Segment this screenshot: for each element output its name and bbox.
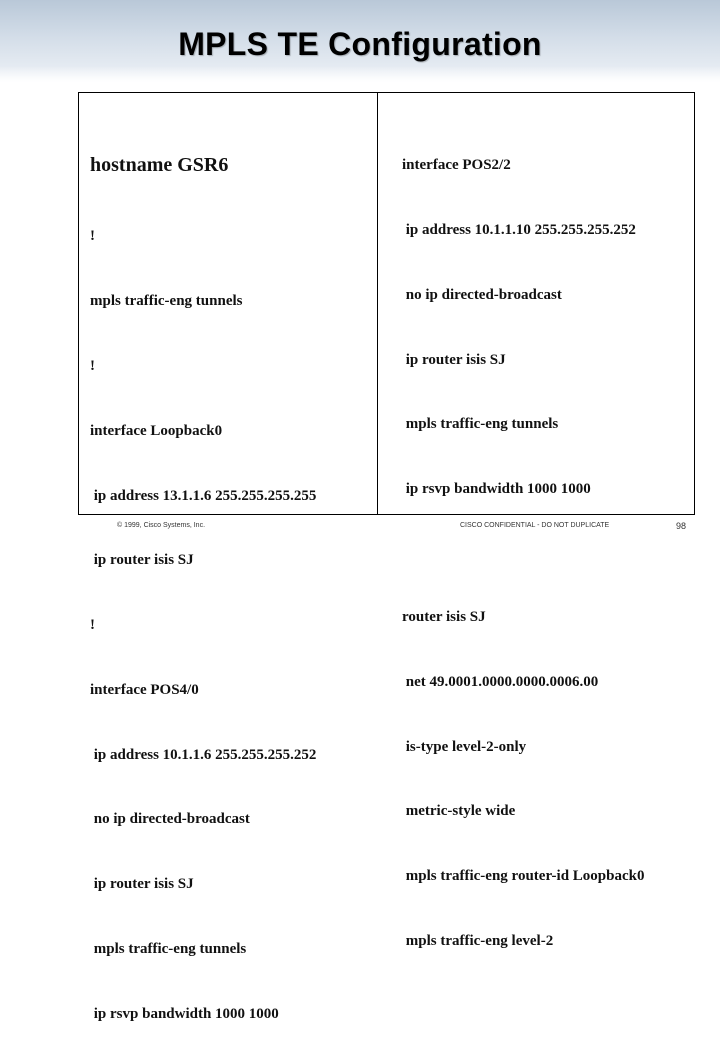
config-line: ip address 10.1.1.10 255.255.255.252 [402, 221, 636, 238]
config-line: metric-style wide [402, 803, 516, 820]
config-line: mpls traffic-eng router-id Loopback0 [402, 868, 645, 885]
config-line: interface POS4/0 [90, 681, 199, 698]
config-line: ! [90, 617, 95, 634]
config-line: router isis SJ [402, 609, 486, 626]
config-line: mpls traffic-eng level-2 [402, 932, 554, 949]
config-line: is-type level-2-only [402, 738, 527, 755]
left-heading: hostname GSR6 [90, 154, 229, 177]
config-line: ip rsvp bandwidth 1000 1000 [402, 481, 591, 498]
config-line: interface POS2/2 [402, 157, 511, 174]
config-line: net 49.0001.0000.0000.0006.00 [402, 673, 599, 690]
footer-confidential: CISCO CONFIDENTIAL - DO NOT DUPLICATE [460, 522, 610, 529]
config-line: ! [90, 228, 95, 245]
page-number: 98 [676, 521, 687, 531]
config-line: mpls traffic-eng tunnels [90, 293, 243, 310]
config-line: interface Loopback0 [90, 422, 223, 439]
right-config-column [402, 112, 644, 974]
config-line: ! [90, 357, 95, 374]
block-spacer [402, 544, 644, 564]
config-line: no ip directed-broadcast [402, 286, 562, 303]
footer-copyright: © 1999, Cisco Systems, Inc. [117, 522, 206, 529]
config-line: ip address 10.1.1.6 255.255.255.252 [90, 746, 317, 763]
config-line: mpls traffic-eng tunnels [90, 940, 247, 957]
config-line: mpls traffic-eng tunnels [402, 416, 559, 433]
config-line: ip router isis SJ [90, 552, 194, 569]
config-line: ip address 13.1.1.6 255.255.255.255 [90, 487, 317, 504]
config-line: ip rsvp bandwidth 1000 1000 [90, 1005, 279, 1022]
config-line: ip router isis SJ [90, 876, 194, 893]
slide-title: MPLS TE Configuration [178, 26, 542, 62]
config-line: no ip directed-broadcast [90, 811, 250, 828]
left-config-column [90, 110, 316, 1047]
config-line: ip router isis SJ [402, 351, 506, 368]
column-divider [377, 92, 378, 515]
